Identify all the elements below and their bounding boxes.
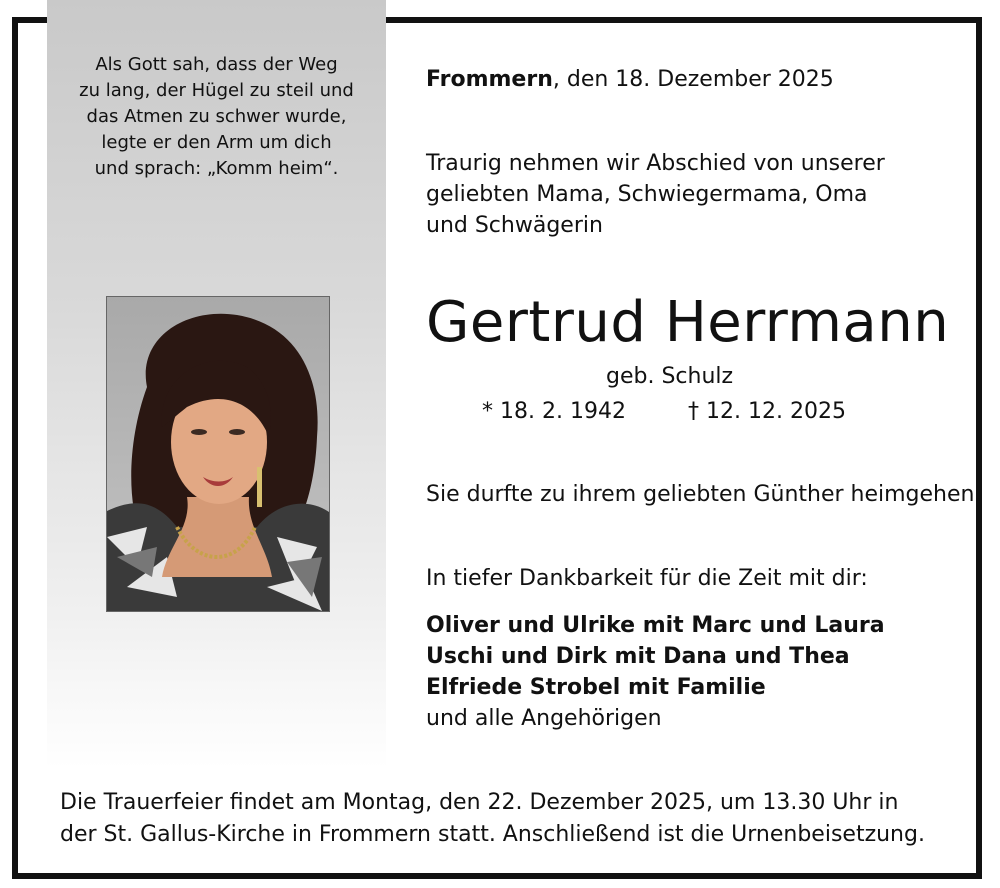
mourners-others: und alle Angehörigen: [426, 706, 662, 731]
place-date: [426, 64, 834, 95]
mourners-list: [426, 610, 885, 734]
intro-line: Traurig nehmen wir Abschied von unserer: [426, 151, 885, 176]
portrait-photo: [106, 296, 330, 612]
date-text: , den 18. Dezember 2025: [552, 67, 834, 92]
intro-line: geliebten Mama, Schwiegermama, Oma: [426, 182, 868, 207]
poem: [47, 52, 386, 182]
poem-line: zu lang, der Hügel zu steil und: [79, 80, 354, 101]
poem-line: und sprach: „Komm heim“.: [94, 158, 339, 179]
service-line: der St. Gallus-Kirche in Frommern statt. Anschließend ist die Urnenbeisetzung.: [60, 822, 925, 847]
death-date: † 12. 12. 2025: [688, 399, 846, 424]
mourner-name: Oliver und Ulrike mit Marc und Laura: [426, 613, 885, 638]
poem-line: legte er den Arm um dich: [101, 132, 332, 153]
mourner-name: Elfriede Strobel mit Familie: [426, 675, 766, 700]
gratitude-line: In tiefer Dankbarkeit für die Zeit mit dir:: [426, 566, 868, 591]
service-line: Die Trauerfeier findet am Montag, den 22. Dezember 2025, um 13.30 Uhr in: [60, 790, 899, 815]
deceased-name: Gertrud Herrmann: [426, 290, 950, 355]
maiden-name: geb. Schulz: [606, 364, 734, 389]
poem-line: das Atmen zu schwer wurde,: [86, 106, 347, 127]
mourner-name: Uschi und Dirk mit Dana und Thea: [426, 644, 850, 669]
birth-date: * 18. 2. 1942: [482, 399, 626, 424]
poem-line: Als Gott sah, dass der Weg: [95, 54, 338, 75]
closing-line: Sie durfte zu ihrem geliebten Günther heimgehen.: [426, 482, 982, 507]
place-name: Frommern: [426, 67, 553, 92]
service-info: [60, 787, 940, 851]
intro-text: [426, 148, 885, 241]
intro-line: und Schwägerin: [426, 213, 603, 238]
